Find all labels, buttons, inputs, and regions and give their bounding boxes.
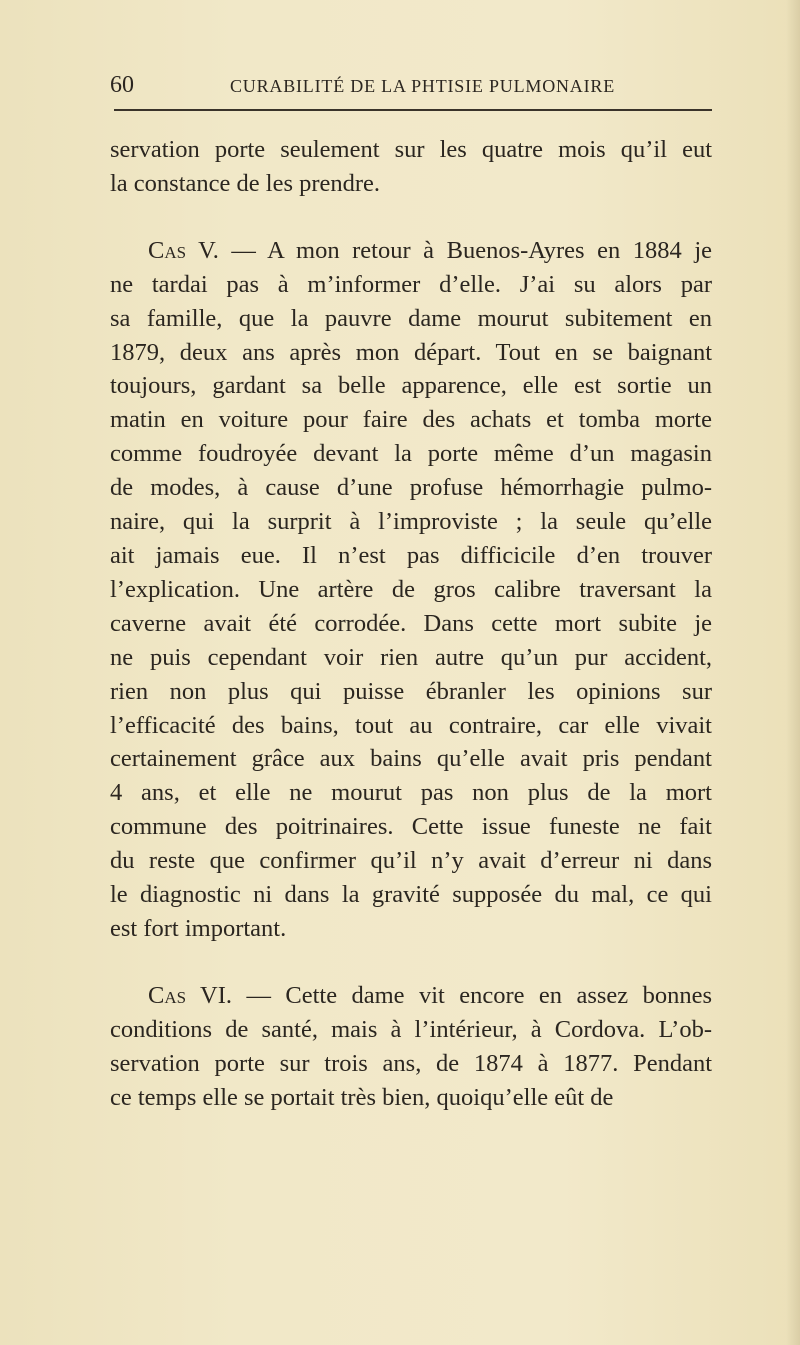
case-label: Cas V. — [148, 236, 219, 264]
running-title: CURABILITÉ DE LA PHTISIE PULMONAIRE — [230, 76, 615, 96]
text-line — [110, 234, 712, 268]
text-line: est fort important. — [110, 914, 287, 942]
text-line: rien non plus qui puisse ébranler les opinions sur — [110, 677, 712, 705]
text-line: caverne avait été corrodée. Dans cette mort subite je — [110, 609, 712, 637]
text-line: ce temps elle se portait très bien, quoiqu’elle eût de — [110, 1083, 614, 1111]
text-line: ne puis cependant voir rien autre qu’un pur accident, — [110, 643, 712, 671]
text-line: conditions de santé, mais à l’intérieur, à Cordova. L’ob- — [110, 1015, 712, 1043]
page-header — [110, 72, 710, 104]
text-line: sa famille, que la pauvre dame mourut subitement en — [110, 304, 712, 332]
text-line: matin en voiture pour faire des achats et tomba morte — [110, 406, 712, 434]
paragraph-continuation — [110, 133, 712, 201]
text-line: toujours, gardant sa belle apparence, elle est sortie un — [110, 372, 712, 400]
text-line: 4 ans, et elle ne mourut pas non plus de la mort — [110, 779, 712, 807]
text-line: servation porte seulement sur les quatre mois qu’il eut — [110, 136, 712, 163]
text-line-rest: — A mon retour à Buenos-Ayres en 1884 je — [218, 236, 712, 264]
paragraph-cas-vi — [110, 979, 712, 1115]
text-line: l’explication. Une artère de gros calibre traversant la — [110, 575, 712, 603]
text-line: ne tardai pas à m’informer d’elle. J’ai su alors par — [110, 270, 712, 298]
text-line: naire, qui la surprit à l’improviste ; la seule qu’elle — [110, 508, 712, 536]
text-line: 1879, deux ans après mon départ. Tout en se baignant — [110, 338, 712, 366]
text-line: commune des poitrinaires. Cette issue funeste ne fait — [110, 813, 712, 841]
paragraph-gap — [110, 201, 712, 234]
paragraph-cas-v — [110, 234, 712, 946]
text-line: l’efficacité des bains, tout au contraire, car elle vivait — [110, 711, 712, 739]
text-line-rest: — Cette dame vit encore en assez bonnes — [232, 981, 712, 1009]
paragraph-gap — [110, 946, 712, 979]
text-line: du reste que confirmer qu’il n’y avait d’erreur ni dans — [110, 847, 712, 875]
header-rule — [114, 109, 712, 111]
text-line: certainement grâce aux bains qu’elle avait pris pendant — [110, 745, 712, 773]
text-line — [110, 979, 712, 1013]
text-line: de modes, à cause d’une profuse hémorrhagie pulmo- — [110, 474, 712, 502]
text-line: servation porte sur trois ans, de 1874 à 1877. Pendant — [110, 1049, 712, 1077]
text-line: la constance de les prendre. — [110, 169, 381, 197]
page-edge-shadow — [786, 0, 800, 1345]
page-number: 60 — [110, 72, 134, 98]
case-label: Cas VI. — [148, 981, 233, 1009]
body-text — [110, 133, 712, 1114]
text-line: le diagnostic ni dans la gravité supposée du mal, ce qui — [110, 881, 712, 909]
text-line: comme foudroyée devant la porte même d’un magasin — [110, 440, 712, 468]
text-line: ait jamais eue. Il n’est pas difficicile d’en trouver — [110, 541, 712, 569]
